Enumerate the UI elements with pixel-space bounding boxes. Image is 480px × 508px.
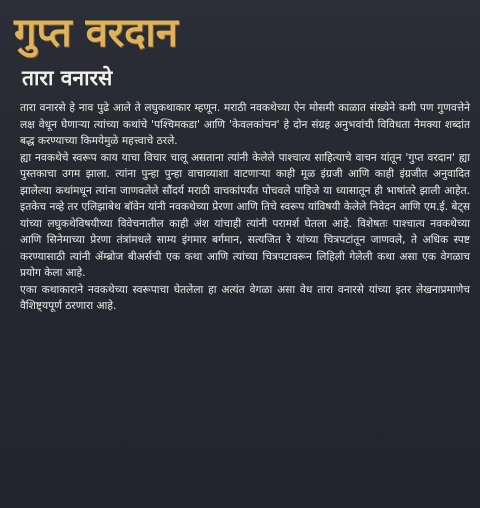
- blurb-text: [20, 100, 470, 315]
- blurb-paragraph: ह्या नवकथेचे स्वरूप काय याचा विचार चालू असताना त्यांनी केलेले पाश्चात्य साहित्याचे वाचन यांतून 'गुप्त वरदान' ह्या पुस्तकाचा उगम झाला. त्यांना पुन्हा पुन्हा वाचाव्याशा वाटणाऱ्या काही मूळ इंग्रजी आणि काही इंग्रजीत अनुवादित झालेल्या कथांमधून त्यांना जाणवलेले सौंदर्य मराठी वाचकांपर्यंत पोचवले पाहिजे या ध्यासातून ही भाषांतरे झाली आहेत. इतकेच नव्हे तर एलिझाबेथ बॉवेन यांनी नवकथेच्या प्रेरणा आणि तिचे स्वरूप यांविषयी केलेले निवेदन आणि एम.ई. बेट्स यांच्या लघुकथेविषयीच्या विवेचनातील काही अंश यांचाही त्यांनी परामर्श घेतला आहे. विशेषतः पाश्चात्य नवकथेच्या आणि सिनेमाच्या प्रेरणा तंत्रांमधले साम्य इंगमार बर्गमान, सत्यजित रे यांच्या चित्रपटांतून जाणवले, ते अधिक स्पष्ट करण्यासाठी त्यांनी ॲम्ब्रोज बीअर्सची एक कथा आणि त्यांच्या चित्रपटावरून लिहिली गेलेली कथा असा एक वेगळाच प्रयोग केला आहे.: [20, 151, 470, 279]
- book-title: गुप्त वरदान: [14, 10, 178, 56]
- blurb-paragraph: तारा वनारसे हे नाव पुढे आले ते लघुकथाकार म्हणून. मराठी नवकथेच्या ऐन मोसमी काळात संख्येने कमी पण गुणवत्तेने लक्ष वेधून घेणाऱ्या त्यांच्या कथांचे 'पश्चिमकडा' आणि 'केवलकांचन' हे दोन संग्रह अनुभवांची विविधता नेमक्या शब्दांत बद्ध करण्याच्या किमयेमुळे महत्त्वाचे ठरले.: [20, 102, 470, 147]
- blurb-paragraph: एका कथाकाराने नवकथेच्या स्वरूपाचा घेतलेला हा अत्यंत वेगळा असा वेध तारा वनारसे यांच्या इतर लेखनाप्रमाणेच वैशिष्ट्यपूर्ण ठरणारा आहे.: [20, 283, 470, 312]
- author-name: तारा वनारसे: [22, 66, 113, 90]
